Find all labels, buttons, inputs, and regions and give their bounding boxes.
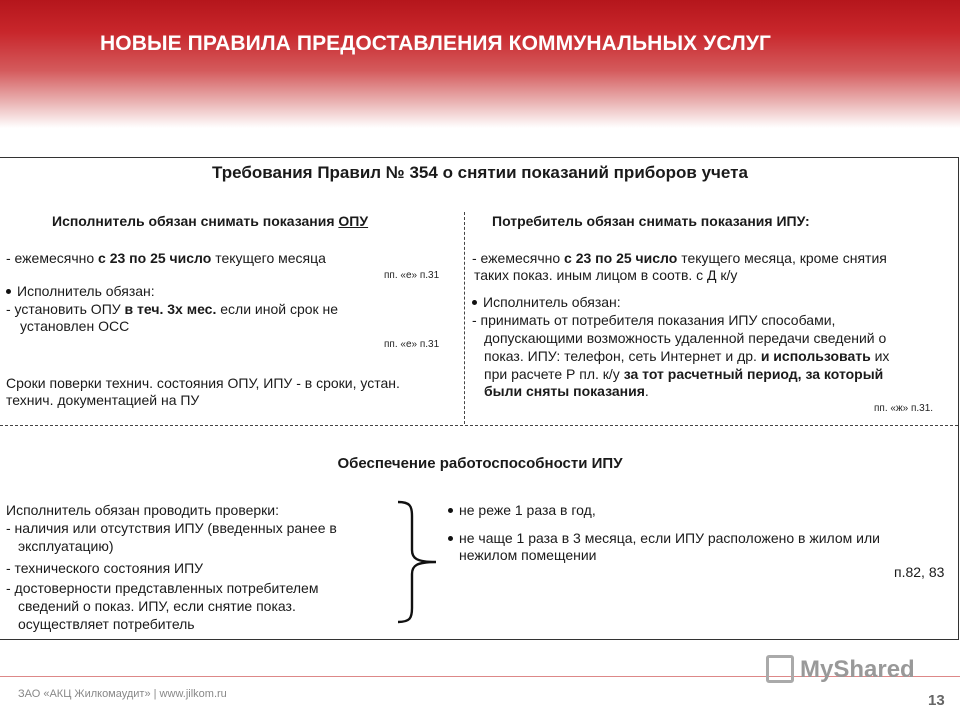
left-ref1: пп. «е» п.31	[384, 270, 440, 281]
right-obliged-text: Исполнитель обязан:	[483, 294, 621, 310]
left-p2	[6, 301, 338, 318]
right-p2-line5-suffix: .	[644, 383, 649, 399]
s2-right-item1	[448, 502, 596, 519]
right-ref: пп. «ж» п.31.	[874, 403, 934, 414]
watermark-logo-icon	[766, 655, 794, 683]
s2-line-5: сведений о показ. ИПУ, если снятие показ.	[18, 598, 296, 614]
section2-ref: п.82, 83	[894, 564, 945, 580]
s2-line-1: - наличия или отсутствия ИПУ (введенных ранее в	[6, 520, 337, 536]
right-p1	[472, 250, 887, 267]
left-p3-line1: Сроки поверки технич. состояния ОПУ, ИПУ - в сроки, устан.	[6, 375, 400, 391]
page-title: НОВЫЕ ПРАВИЛА ПРЕДОСТАВЛЕНИЯ КОММУНАЛЬНЫХ УСЛУГ	[100, 32, 772, 55]
right-p1-line2: таких показ. иным лицом в соотв. с Д к/у	[474, 267, 738, 283]
watermark	[766, 656, 915, 685]
s2-right-item2	[448, 530, 880, 547]
right-column-heading: Потребитель обязан снимать показания ИПУ:	[492, 213, 810, 229]
right-obliged	[472, 294, 621, 311]
right-p1-bold: с 23 по 25 число	[564, 250, 678, 266]
bullet-icon	[448, 508, 453, 513]
left-obliged	[6, 283, 155, 300]
right-p1-suffix: текущего месяца, кроме снятия	[677, 250, 887, 266]
right-p2-line3	[484, 348, 889, 365]
right-p2-line3-bold: и использовать	[760, 348, 871, 364]
vertical-divider	[464, 212, 465, 424]
curly-brace-icon	[396, 498, 442, 626]
left-p2-line2: установлен ОСС	[20, 318, 130, 334]
s2-line-4: - достоверности представленных потребителем	[6, 580, 319, 596]
left-p3-line2: технич. документацией на ПУ	[6, 392, 200, 408]
bullet-icon	[6, 289, 11, 294]
left-p2-bold: в теч. 3х мес.	[124, 301, 217, 317]
section1-title: Требования Правил № 354 о снятии показаний приборов учета	[212, 163, 748, 182]
left-p1-suffix: текущего месяца	[211, 250, 326, 266]
left-p2-prefix: - установить ОПУ	[6, 301, 125, 317]
left-heading-text: Исполнитель обязан снимать показания	[52, 213, 339, 229]
left-p1-bold: с 23 по 25 число	[98, 250, 212, 266]
left-ref2: пп. «е» п.31	[384, 339, 440, 350]
footer-company: ЗАО «АКЦ Жилкомаудит» | www.jilkom.ru	[18, 688, 227, 700]
s2-right-item2-text: не чаще 1 раза в 3 месяца, если ИПУ расположено в жилом или	[459, 530, 880, 546]
s2-line-2: эксплуатацию)	[18, 538, 114, 554]
bullet-icon	[448, 536, 453, 541]
horizontal-divider	[0, 425, 958, 426]
s2-right-item2-line2: нежилом помещении	[459, 547, 597, 563]
s2-line-0: Исполнитель обязан проводить проверки:	[6, 502, 280, 518]
section2-title: Обеспечение работоспособности ИПУ	[337, 455, 623, 472]
right-p2-line4-prefix: при расчете Р пл. к/у	[484, 366, 624, 382]
left-obliged-text: Исполнитель обязан:	[17, 283, 155, 299]
header-banner	[0, 0, 960, 128]
right-p2-line4	[484, 366, 883, 383]
right-p2-line5-bold: были сняты показания	[484, 383, 645, 399]
right-p1-prefix: - ежемесячно	[472, 250, 565, 266]
bullet-icon	[472, 300, 477, 305]
left-column-heading	[52, 213, 368, 229]
s2-right-item1-text: не реже 1 раза в год,	[459, 502, 596, 518]
left-p2-suffix: если иной срок не	[216, 301, 339, 317]
left-p1	[6, 250, 326, 267]
s2-line-3: - технического состояния ИПУ	[6, 560, 204, 576]
left-p1-prefix: - ежемесячно	[6, 250, 99, 266]
right-p2-line1: - принимать от потребителя показания ИПУ способами,	[472, 312, 836, 328]
right-p2-line2: допускающими возможность удаленной передачи сведений о	[484, 330, 887, 346]
right-p2-line4-bold: за тот расчетный период, за который	[623, 366, 884, 382]
right-p2-line3-suffix: их	[870, 348, 890, 364]
page-number: 13	[928, 692, 945, 709]
right-p2-line3-prefix: показ. ИПУ: телефон, сеть Интернет и др.	[484, 348, 761, 364]
watermark-text: MyShared	[800, 656, 915, 683]
right-p2-line5	[484, 383, 649, 400]
left-heading-opu: ОПУ	[338, 213, 369, 229]
s2-line-6: осуществляет потребитель	[18, 616, 195, 632]
